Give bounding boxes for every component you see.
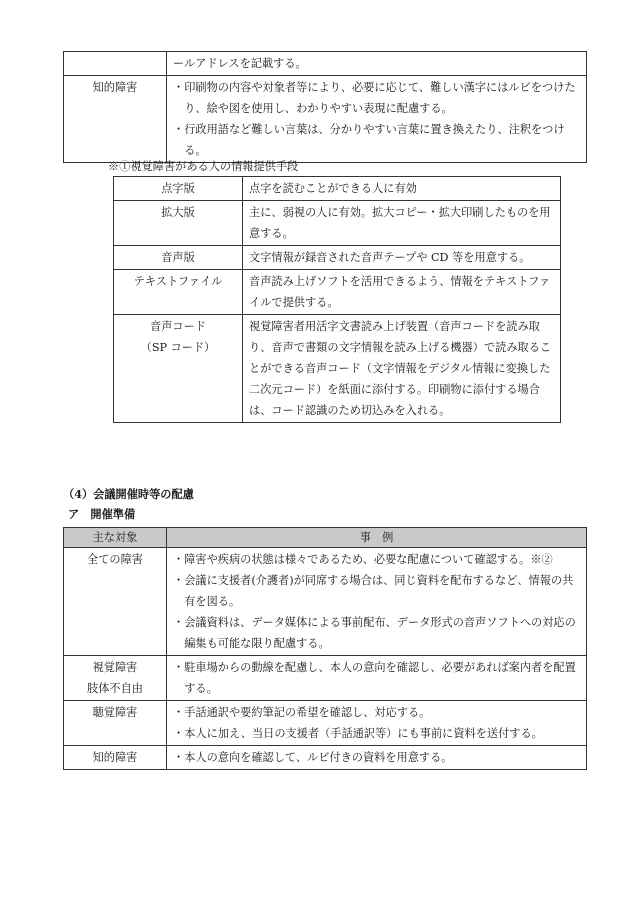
means-description-cell: 視覚障害者用活字文書読み上げ装置（音声コードを読み取り、音声で書類の文字情報を読み上げる機器）で読み取ることができる音声コード（文字情報をデジタル情報に変換した二次元コード）を紙面に添付する。印刷物に添付する場合は、コード認識のため切込みを入れる。: [243, 315, 561, 423]
example-cell: [167, 656, 587, 701]
means-name-cell: 点字版: [114, 177, 243, 201]
example-cell: [167, 701, 587, 746]
example-bullet: ・ 駐車場からの動線を配慮し、本人の意向を確認し、必要があれば案内者を配置する。: [173, 657, 582, 699]
example-bullet: ・ 会議に支援者(介護者)が同席する場合は、同じ資料を配布するなど、情報の共有を図る。: [173, 570, 582, 612]
table1-bullet: ・ 印刷物の内容や対象者等により、必要に応じて、難しい漢字にはルビをつけたり、絵や図を使用し、わかりやすい表現に配慮する。: [173, 77, 582, 119]
table-row: [64, 701, 587, 746]
subsection-title: ア 開催準備: [68, 507, 136, 521]
table-row: [114, 246, 561, 270]
means-description-cell: 文字情報が録音された音声テープや CD 等を用意する。: [243, 246, 561, 270]
table-row: [64, 746, 587, 770]
table-row: [114, 315, 561, 423]
table-row: [114, 201, 561, 246]
means-name-cell: [114, 315, 243, 423]
means-name-line: 音声コード: [150, 320, 206, 333]
table-meeting-preparation: [63, 527, 587, 770]
means-description-cell: 音声読み上げソフトを活用できるよう、情報をテキストファイルで提供する。: [243, 270, 561, 315]
target-cell: 聴覚障害: [64, 701, 167, 746]
table1-line: ールアドレスを記載する。: [173, 57, 307, 70]
means-description-cell: 主に、弱視の人に有効。拡大コピー・拡大印刷したものを用意する。: [243, 201, 561, 246]
target-line: 肢体不自由: [87, 682, 143, 695]
table1-category-cell: 知的障害: [64, 76, 167, 163]
example-cell: [167, 548, 587, 656]
table-row: [64, 548, 587, 656]
means-name-cell: 拡大版: [114, 201, 243, 246]
table1-body-cell: [167, 76, 587, 163]
example-bullet: ・ 障害や疾病の状態は様々であるため、必要な配慮について確認する。※②: [173, 549, 582, 570]
header-example: [167, 528, 587, 548]
means-name-line: （SP コード）: [140, 341, 216, 354]
example-bullet: ・ 本人に加え、当日の支援者（手話通訳等）にも事前に資料を送付する。: [173, 723, 582, 744]
example-bullet: ・ 手話通訳や要約筆記の希望を確認し、対応する。: [173, 702, 582, 723]
table-row: [64, 656, 587, 701]
means-description-cell: 点字を読むことができる人に有効: [243, 177, 561, 201]
means-name-cell: テキストファイル: [114, 270, 243, 315]
table-row: [64, 52, 587, 76]
table-row: [64, 76, 587, 163]
table-row: [114, 177, 561, 201]
section-title: （4）会議開催時等の配慮: [63, 487, 194, 501]
example-bullet: ・ 会議資料は、データ媒体による事前配布、データ形式の音声ソフトへの対応の編集も可能な限り配慮する。: [173, 612, 582, 654]
note-visual-impairment-means: ※①視覚障害がある人の情報提供手段: [108, 160, 299, 173]
table1-category-cell: [64, 52, 167, 76]
header-example-label: 事 例: [359, 531, 394, 544]
target-line: 視覚障害: [92, 661, 138, 674]
means-name-cell: 音声版: [114, 246, 243, 270]
example-cell: [167, 746, 587, 770]
target-cell: 全ての障害: [64, 548, 167, 656]
table-row: [114, 270, 561, 315]
target-cell: 知的障害: [64, 746, 167, 770]
table-header-row: [64, 528, 587, 548]
table-visual-impairment-means: [113, 176, 561, 423]
target-cell: [64, 656, 167, 701]
table1-bullet: ・ 行政用語など難しい言葉は、分かりやすい言葉に置き換えたり、注釈をつける。: [173, 119, 582, 161]
header-target: 主な対象: [64, 528, 167, 548]
example-bullet: ・ 本人の意向を確認して、ルビ付きの資料を用意する。: [173, 747, 582, 768]
table1-body-cell: [167, 52, 587, 76]
table-info-provision-continued: [63, 51, 587, 163]
